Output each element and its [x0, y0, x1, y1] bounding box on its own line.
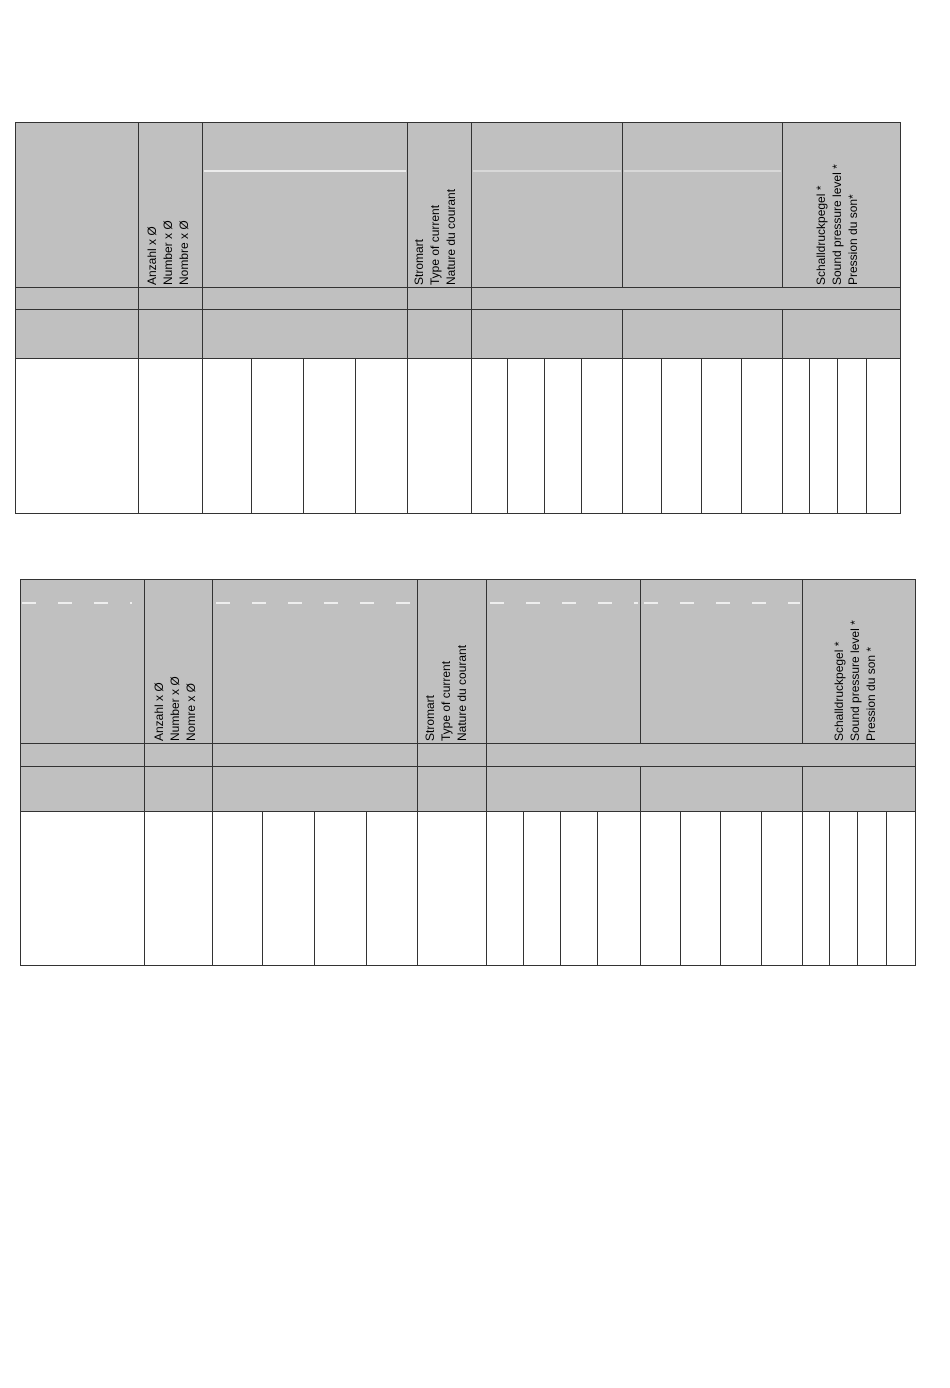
data-cell[interactable]	[829, 811, 858, 966]
data-cell[interactable]	[857, 811, 887, 966]
data-cell[interactable]	[523, 811, 561, 966]
data-cell[interactable]	[761, 811, 803, 966]
header-cell-group-a	[471, 122, 623, 288]
header-cell-count	[144, 579, 213, 744]
header-cell-sound	[802, 579, 916, 744]
subheader-cell	[417, 766, 487, 812]
data-cell[interactable]	[407, 358, 472, 514]
data-cell[interactable]	[809, 358, 838, 514]
sound-label: Schalldruckpegel * Sound pressure level * Pression du son *	[832, 620, 878, 741]
sound-label: Schalldruckpegel * Sound pressure level * Pression du son*	[814, 164, 860, 285]
header-cell-label	[15, 122, 139, 288]
header-cell-current	[417, 579, 487, 744]
header-separator	[473, 170, 621, 172]
unit-cell	[144, 743, 213, 767]
subheader-cell	[15, 309, 139, 359]
unit-cell	[202, 287, 408, 310]
subheader-cell	[640, 766, 803, 812]
data-cell[interactable]	[212, 811, 263, 966]
subheader-cell	[407, 309, 472, 359]
data-cell[interactable]	[471, 358, 508, 514]
unit-cell	[417, 743, 487, 767]
data-cell[interactable]	[20, 811, 145, 966]
data-cell[interactable]	[661, 358, 702, 514]
data-cell[interactable]	[314, 811, 367, 966]
subheader-cell	[138, 309, 203, 359]
current-label: Stromart Type of current Nature du courant	[412, 188, 458, 285]
data-cell[interactable]	[720, 811, 762, 966]
data-cell[interactable]	[701, 358, 742, 514]
data-cell[interactable]	[355, 358, 408, 514]
unit-cell	[138, 287, 203, 310]
data-cell[interactable]	[366, 811, 418, 966]
subheader-cell	[202, 309, 408, 359]
count-label: Anzahl x Ø Number x Ø Nombre x Ø	[145, 220, 191, 285]
data-cell[interactable]	[262, 811, 315, 966]
data-cell[interactable]	[837, 358, 867, 514]
data-cell[interactable]	[640, 811, 681, 966]
header-cell-dimensions	[202, 122, 408, 288]
count-label: Anzahl x Ø Number x Ø Nomre x Ø	[152, 676, 198, 741]
data-table-1	[15, 122, 901, 514]
data-cell[interactable]	[866, 358, 901, 514]
subheader-cell	[20, 766, 145, 812]
unit-cell	[471, 287, 901, 310]
data-cell[interactable]	[886, 811, 916, 966]
subheader-cell	[802, 766, 916, 812]
unit-cell	[212, 743, 418, 767]
subheader-cell	[622, 309, 783, 359]
subheader-cell	[782, 309, 901, 359]
data-table-2	[20, 579, 916, 966]
data-cell[interactable]	[202, 358, 252, 514]
data-cell[interactable]	[251, 358, 304, 514]
header-dash	[216, 602, 416, 604]
unit-cell	[20, 743, 145, 767]
header-separator	[204, 170, 406, 172]
data-cell[interactable]	[560, 811, 598, 966]
header-cell-count	[138, 122, 203, 288]
header-dash	[490, 602, 638, 604]
data-cell[interactable]	[680, 811, 721, 966]
subheader-cell	[471, 309, 623, 359]
unit-cell	[15, 287, 139, 310]
data-cell[interactable]	[417, 811, 487, 966]
data-cell[interactable]	[741, 358, 783, 514]
data-cell[interactable]	[138, 358, 203, 514]
data-cell[interactable]	[597, 811, 641, 966]
header-separator	[624, 170, 781, 172]
data-cell[interactable]	[622, 358, 662, 514]
subheader-cell	[212, 766, 418, 812]
unit-cell	[486, 743, 916, 767]
header-cell-current	[407, 122, 472, 288]
header-cell-group-b	[622, 122, 783, 288]
unit-cell	[407, 287, 472, 310]
header-dash	[22, 602, 132, 604]
data-cell[interactable]	[303, 358, 356, 514]
data-cell[interactable]	[802, 811, 830, 966]
data-cell[interactable]	[581, 358, 623, 514]
subheader-cell	[486, 766, 641, 812]
data-cell[interactable]	[15, 358, 139, 514]
data-cell[interactable]	[544, 358, 582, 514]
subheader-cell	[144, 766, 213, 812]
data-cell[interactable]	[486, 811, 524, 966]
data-cell[interactable]	[144, 811, 213, 966]
data-cell[interactable]	[507, 358, 545, 514]
header-cell-sound	[782, 122, 901, 288]
data-cell[interactable]	[782, 358, 810, 514]
header-dash	[644, 602, 800, 604]
current-label: Stromart Type of current Nature du courant	[423, 644, 469, 741]
